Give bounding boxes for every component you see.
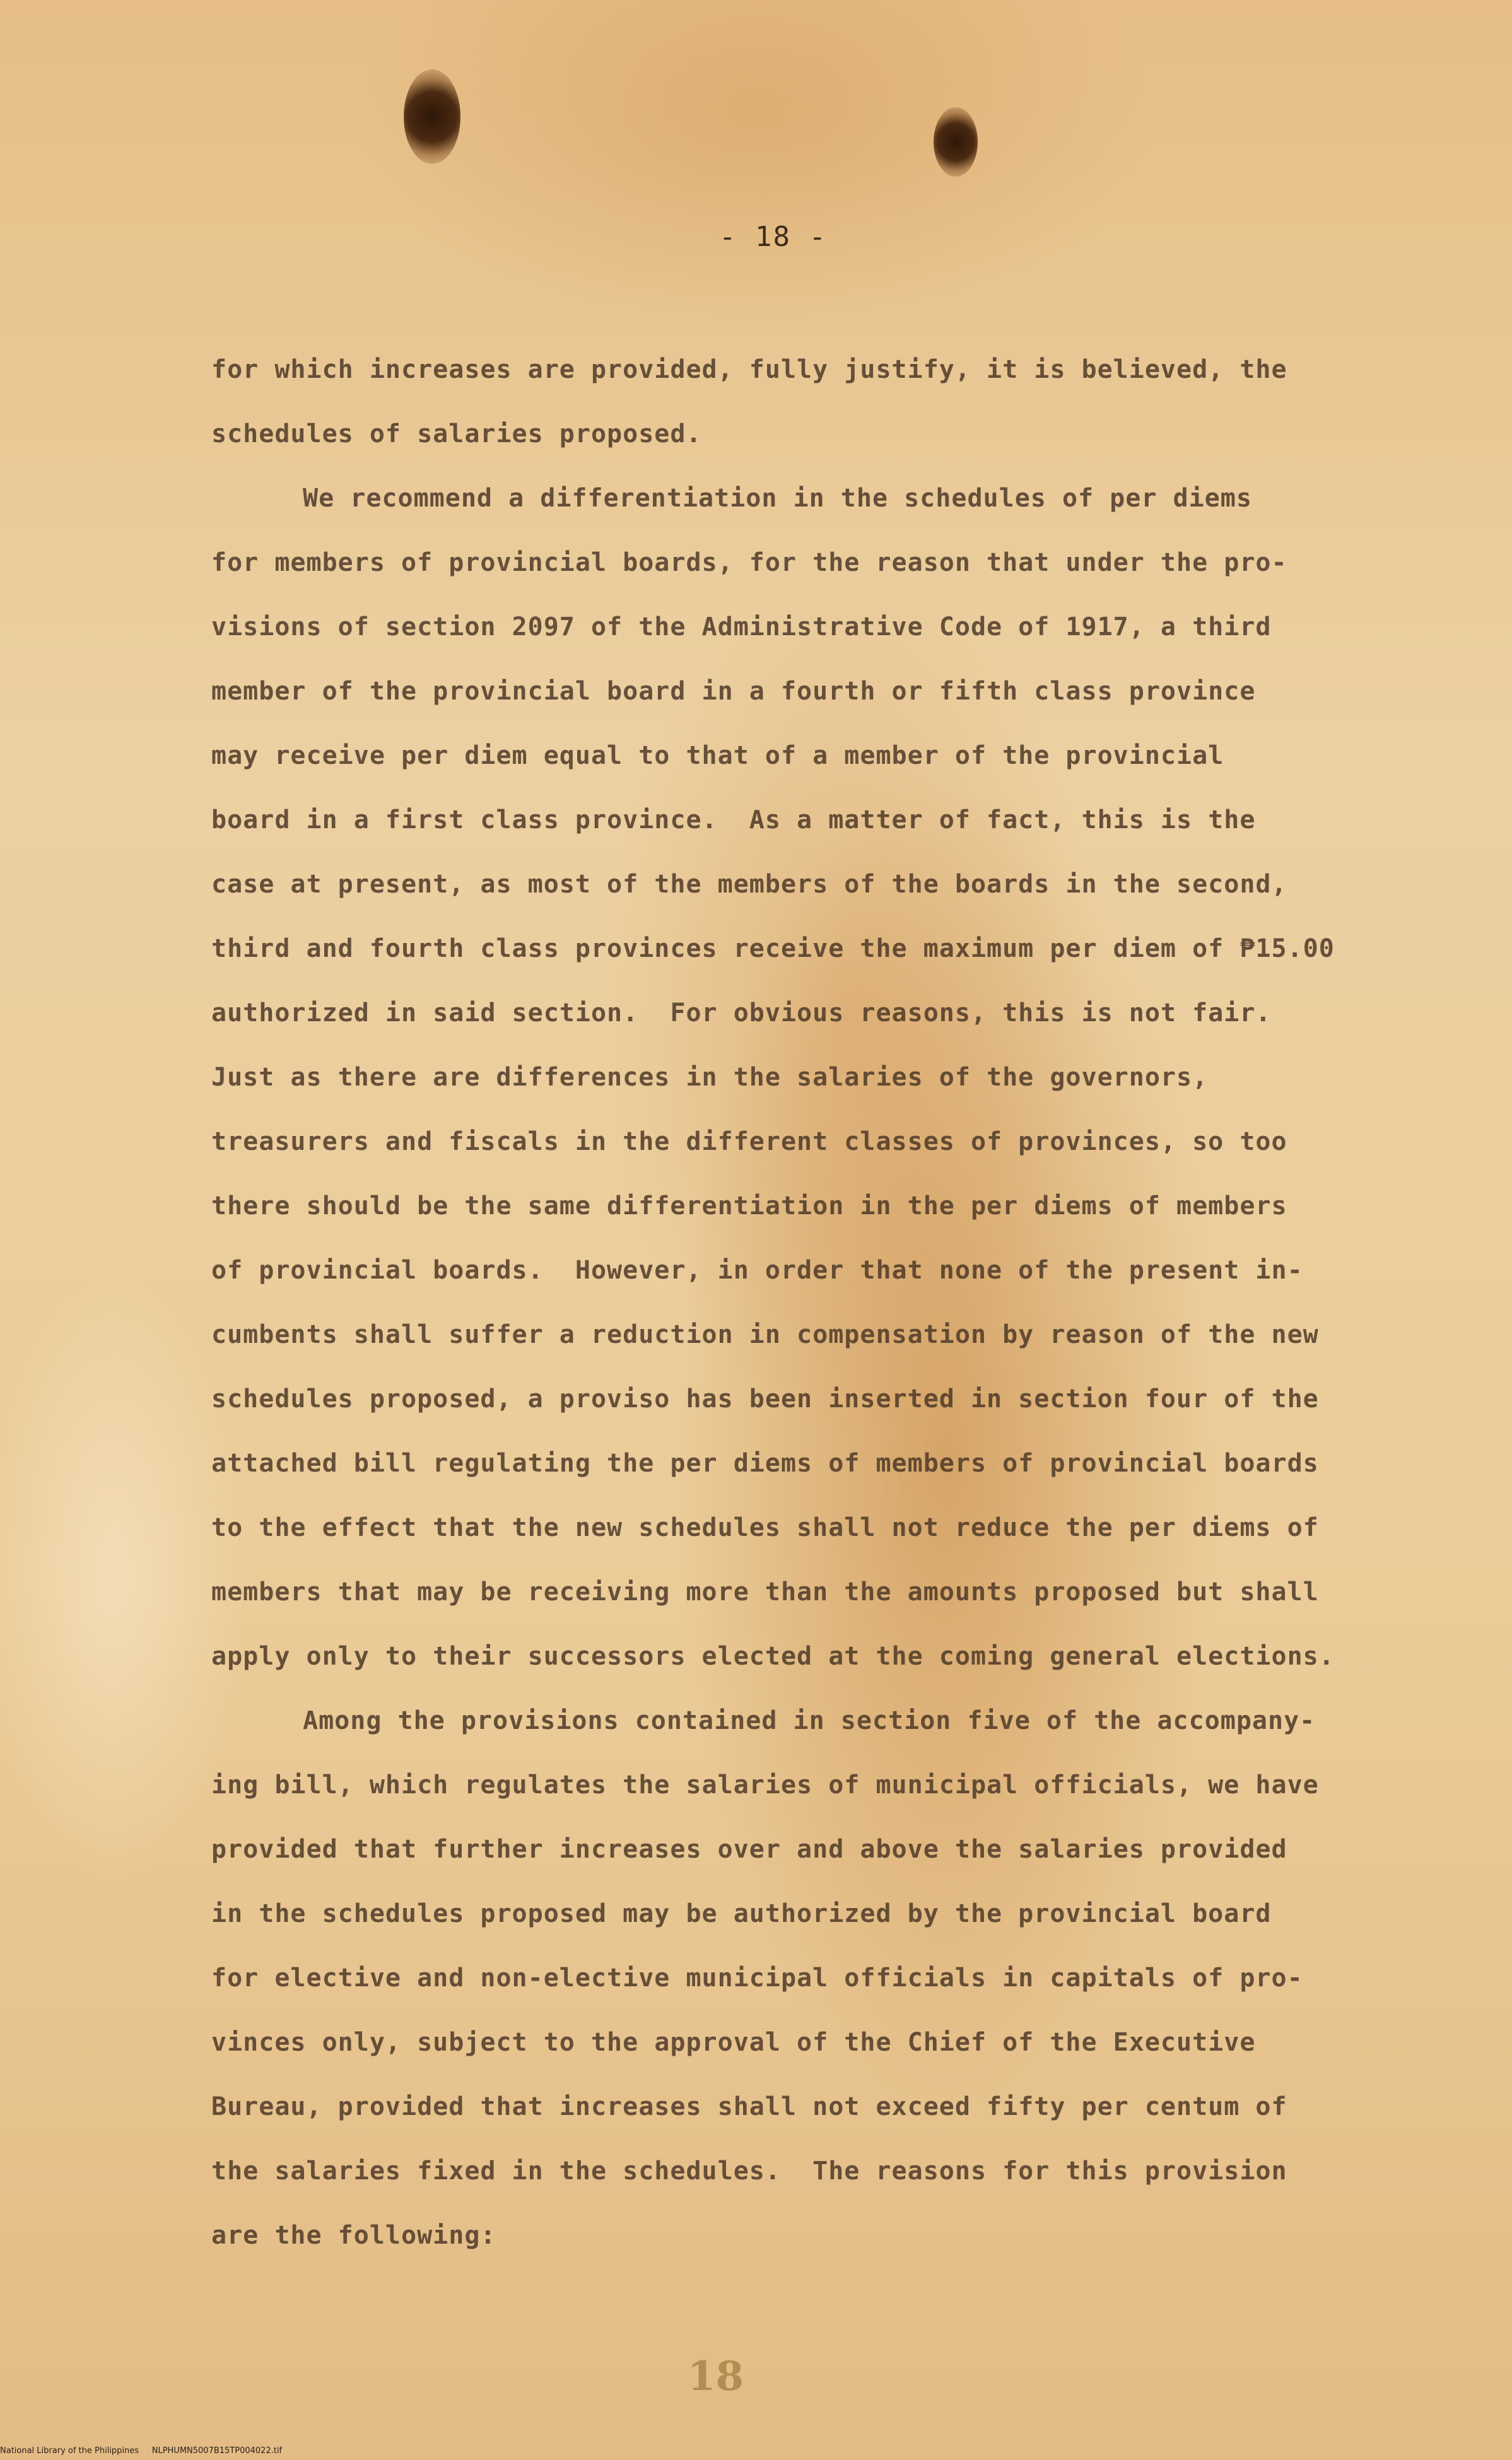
text-line: to the effect that the new schedules shall not reduce the per diems of bbox=[211, 1513, 1319, 1542]
text-line: apply only to their successors elected at the coming general elections. bbox=[211, 1642, 1335, 1671]
text-line: third and fourth class provinces receive the maximum per diem of ₱15.00 bbox=[211, 934, 1335, 963]
text-line: are the following: bbox=[211, 2221, 496, 2250]
text-line: visions of section 2097 of the Administrative Code of 1917, a third bbox=[211, 612, 1272, 641]
text-line: for elective and non-elective municipal officials in capitals of pro- bbox=[211, 1964, 1303, 1993]
text-line: member of the provincial board in a fourth or fifth class province bbox=[211, 677, 1256, 706]
text-line: for members of provincial boards, for the reason that under the pro- bbox=[211, 548, 1287, 577]
text-line: treasurers and fiscals in the different classes of provinces, so too bbox=[211, 1127, 1287, 1156]
text-line: schedules proposed, a proviso has been inserted in section four of the bbox=[211, 1385, 1319, 1414]
text-line: of provincial boards. However, in order that none of the present in- bbox=[211, 1256, 1303, 1285]
text-line: Among the provisions contained in section five of the accompany- bbox=[303, 1706, 1316, 1735]
text-line: We recommend a differentiation in the schedules of per diems bbox=[303, 484, 1252, 513]
text-line: for which increases are provided, fully justify, it is believed, the bbox=[211, 355, 1287, 384]
text-line: the salaries fixed in the schedules. The reasons for this provision bbox=[211, 2157, 1287, 2186]
typed-body-text bbox=[211, 337, 1340, 2268]
text-line: cumbents shall suffer a reduction in compensation by reason of the new bbox=[211, 1320, 1319, 1349]
page-number-top: - 18 - bbox=[719, 221, 827, 253]
punch-hole-left bbox=[404, 69, 460, 164]
text-line: provided that further increases over and above the salaries provided bbox=[211, 1835, 1287, 1864]
archive-footer: National Library of the Philippines NLPHUMN5007B15TP004022.tif bbox=[0, 2446, 283, 2456]
text-line: case at present, as most of the members of the boards in the second, bbox=[211, 870, 1287, 899]
text-line: members that may be receiving more than the amounts proposed but shall bbox=[211, 1578, 1319, 1607]
text-line: in the schedules proposed may be authorized by the provincial board bbox=[211, 1899, 1272, 1928]
punch-hole-right bbox=[934, 107, 978, 177]
text-line: Bureau, provided that increases shall not exceed fifty per centum of bbox=[211, 2092, 1287, 2121]
stamped-page-number: 18 bbox=[688, 2353, 744, 2400]
text-line: schedules of salaries proposed. bbox=[211, 419, 702, 448]
text-line: vinces only, subject to the approval of the Chief of the Executive bbox=[211, 2028, 1256, 2057]
text-line: board in a first class province. As a matter of fact, this is the bbox=[211, 805, 1256, 835]
text-line: Just as there are differences in the salaries of the governors, bbox=[211, 1063, 1209, 1092]
text-line: may receive per diem equal to that of a member of the provincial bbox=[211, 741, 1224, 770]
text-line: there should be the same differentiation in the per diems of members bbox=[211, 1192, 1287, 1221]
text-line: attached bill regulating the per diems of members of provincial boards bbox=[211, 1449, 1319, 1478]
text-line: authorized in said section. For obvious reasons, this is not fair. bbox=[211, 999, 1272, 1028]
text-line: ing bill, which regulates the salaries of municipal officials, we have bbox=[211, 1771, 1319, 1800]
